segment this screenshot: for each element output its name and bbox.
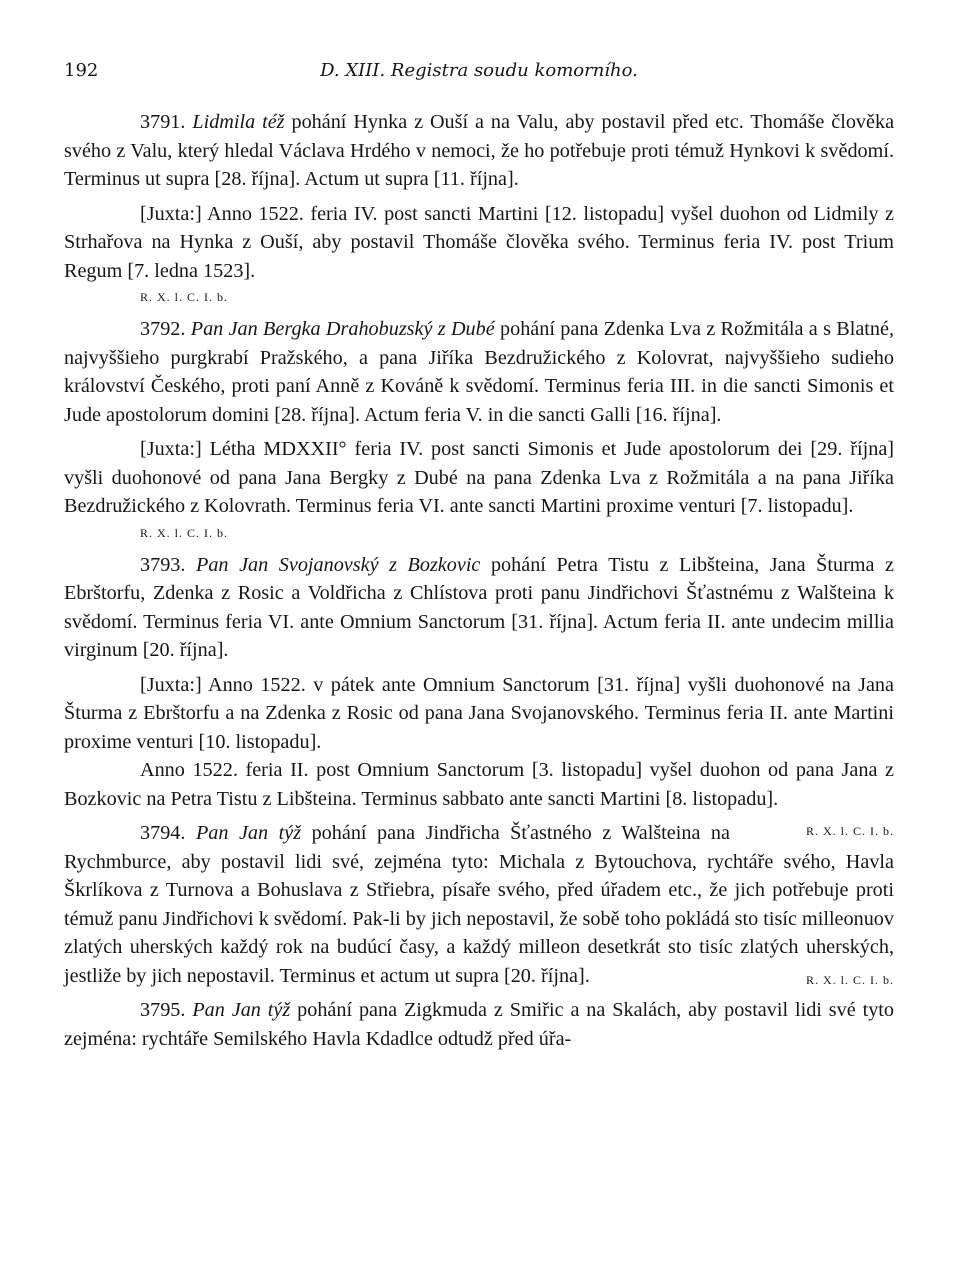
archival-signature: R. X. l. C. I. b. <box>805 824 894 838</box>
archival-signature: R. X. l. C. I. b. <box>140 525 229 540</box>
entry-number: 3792. <box>140 318 186 340</box>
entry-paragraph <box>64 108 894 194</box>
juxta-paragraph: [Juxta:] Anno 1522. feria IV. post sancti Martini [12. listopadu] vyšel duohon od Lidmily z Strhařova na Hynka z Ouší, aby postavil Thomáše člověka svého. Terminus feria IV. post Trium Regum [7. ledna 1523]. <box>64 202 894 282</box>
archival-signature: R. X. l. C. I. b. <box>805 972 894 987</box>
running-header <box>64 56 894 86</box>
entry-party: Lidmila též <box>192 111 285 133</box>
entry-text: pohání pana Zdenka Lva z Rožmitála a s Blatné, najvyššieho purgkrabí Pražského, a pana Jiříka Bezdružického z Kolovrat, najvyššieho sudieho království Českého, proti paní Anně z Kováně k svědomí. Terminus feria III. in die sancti Simonis et Jude apostolorum domini [28. října]. Actum feria V. in die sancti Galli [16. října]. <box>64 318 894 426</box>
entry-text: pohání pana Zigkmuda z Smiřic a na Skalách, aby postavil lidi své tyto zejména: rychtáře Semilského Havla Kdadlce odtudž před úřa- <box>64 999 895 1050</box>
entry-number: 3794. <box>140 822 186 844</box>
entry-number: 3791. <box>140 111 186 133</box>
document-page <box>64 56 894 1053</box>
entry-text: pohání pana Jindřicha Šťastného z Walšteina na Rychmburce, aby postavil lidi své, zejména tyto: Michala z Bytouchova, rychtáře svého, Havla Škrlíkova z Turnova a Bohuslava z Střiebra, písaře svého, před úřadem etc., že jich potřebuje proti témuž panu Jindřichovi k svědomí. Pak-li by jich nepostavil, že sobě toho pokládá sto tisíc milleonuov zlatých uherských každý rok na budúcí časy, a každý milleon desetkrát sto tisíc zlatých uherských, jestliže by jich nepostavil. Terminus et actum ut supra [20. října]. <box>64 822 894 987</box>
entry-number: 3795. <box>140 999 186 1021</box>
page-number: 192 <box>64 60 99 81</box>
juxta-text: Anno 1522. feria II. post Omnium Sanctorum [3. listopadu] vyšel duohon od pana Jana z Bozkovic na Petra Tistu z Libšteina. Terminus sabbato ante sancti Martini [8. listopadu]. <box>64 759 894 810</box>
entry-number: 3793. <box>140 553 186 576</box>
juxta-paragraph: [Juxta:] Anno 1522. v pátek ante Omnium Sanctorum [31. října] vyšli duohonové na Jana Šturma z Ebrštorfu a na Zdenka z Rosic od pana Jana Svojanovského. Terminus feria II. ante Martini proxime venturi [10. listopadu]. <box>64 673 894 753</box>
document-body <box>64 108 894 1053</box>
juxta-paragraph: [Juxta:] Létha MDXXII° feria IV. post sancti Simonis et Jude apostolorum dei [29. října] vyšli duohonové od pana Jana Bergky z Dubé na pana Zdenka Lva z Rožmitála a na pana Jiříka Bezdružického z Kolovrath. Terminus feria VI. ante sancti Martini proxime venturi [7. listopadu]. <box>64 438 894 517</box>
entry-party: Pan Jan Bergka Drahobuzský z Dubé <box>190 318 495 340</box>
entry-party: Pan Jan Svojanovský z Bozkovic <box>195 553 481 576</box>
entry-party: Pan Jan týž <box>195 822 302 844</box>
entry-text: pohání Petra Tistu z Libšteina, Jana Šturma z Ebrštorfu, Zdenka z Rosic a Voldřicha z Chlístova proti panu Jindřichovi Šťastnému z Walšteina k svědomí. Terminus feria VI. ante Omnium Sanctorum [31. října]. Actum feria II. ante undecim millia virginum [20. října]. <box>64 553 894 661</box>
running-title: D. XIII. Registra soudu komorního. <box>320 60 638 81</box>
entry-text: pohání Hynka z Ouší a na Valu, aby postavil před etc. Thomáše člověka svého z Valu, který hledal Václava Hrdého v nemoci, že ho potřebuje proti témuž Hynkovi k svědomí. Terminus ut supra [28. října]. Actum ut supra [11. října]. <box>64 111 895 190</box>
entry-paragraph <box>64 996 894 1053</box>
entry-paragraph <box>64 315 894 429</box>
entry-paragraph <box>64 551 894 665</box>
entry-party: Pan Jan týž <box>192 999 291 1021</box>
archival-signature: R. X. l. C. I. b. <box>140 290 229 304</box>
